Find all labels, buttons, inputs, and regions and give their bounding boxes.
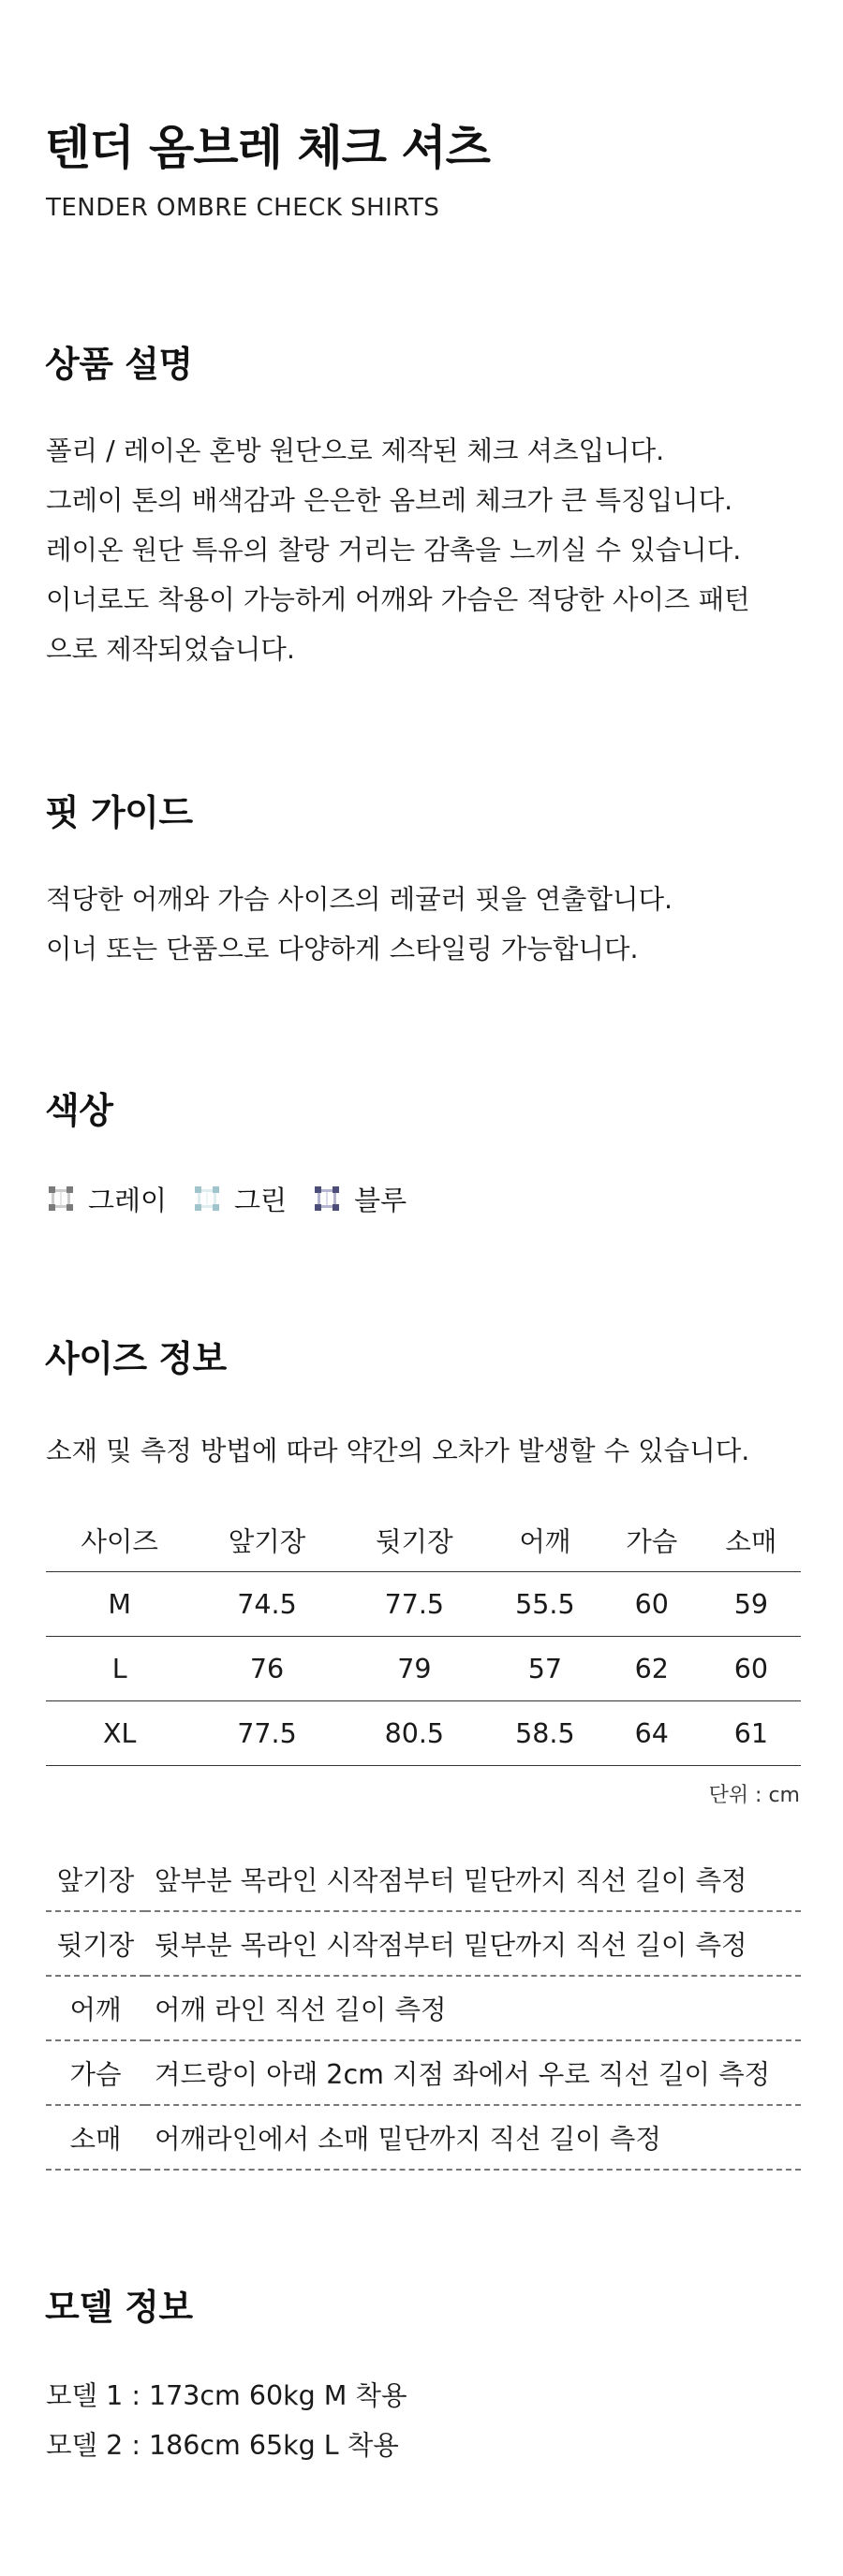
column-header: 사이즈	[46, 1508, 193, 1572]
table-row	[46, 1701, 801, 1766]
color-option-green	[193, 1180, 287, 1218]
size-note: 소재 및 측정 방법에 따라 약간의 오차가 발생할 수 있습니다.	[46, 1435, 750, 1466]
fit-guide-line: 적당한 어깨와 가슴 사이즈의 레귤러 핏을 연출합니다.	[46, 884, 673, 915]
table-cell: 57	[488, 1637, 602, 1701]
table-row	[46, 1637, 801, 1701]
measurement-guide	[46, 1847, 801, 2171]
color-label: 그린	[234, 1184, 288, 1216]
table-cell: 55.5	[488, 1572, 602, 1637]
description-line: 폴리 / 레이온 혼방 원단으로 제작된 체크 셔츠입니다.	[46, 435, 665, 466]
table-cell: 74.5	[193, 1572, 340, 1637]
product-subtitle: TENDER OMBRE CHECK SHIRTS	[46, 194, 440, 222]
measurement-description: 어깨라인에서 소매 밑단까지 직선 길이 측정	[145, 2105, 801, 2170]
color-label: 블루	[354, 1184, 407, 1216]
measurement-row	[46, 1911, 801, 1976]
color-options	[47, 1182, 433, 1215]
table-cell: 77.5	[341, 1572, 488, 1637]
table-cell: 80.5	[341, 1701, 488, 1766]
table-cell: 62	[602, 1637, 702, 1701]
column-header: 앞기장	[193, 1508, 340, 1572]
model-info-line: 모델 1 : 173cm 60kg M 착용	[46, 2380, 407, 2411]
description-line: 그레이 톤의 배색감과 은은한 옴브레 체크가 큰 특징입니다.	[46, 485, 733, 516]
table-cell: XL	[46, 1701, 193, 1766]
table-cell: 77.5	[193, 1701, 340, 1766]
green-check-swatch-icon	[193, 1185, 221, 1213]
measurement-term: 뒷기장	[46, 1911, 145, 1976]
unit-label: 단위 : cm	[708, 1784, 800, 1807]
measurement-term: 어깨	[46, 1976, 145, 2040]
table-cell: M	[46, 1572, 193, 1637]
column-header: 가슴	[602, 1508, 702, 1572]
fit-guide-heading: 핏 가이드	[45, 792, 193, 833]
table-cell: 58.5	[488, 1701, 602, 1766]
description-text	[46, 426, 750, 674]
table-cell: 61	[702, 1701, 801, 1766]
measurement-row	[46, 1847, 801, 1911]
column-header: 어깨	[488, 1508, 602, 1572]
measurement-row	[46, 2105, 801, 2170]
measurement-description: 뒷부분 목라인 시작점부터 밑단까지 직선 길이 측정	[145, 1911, 801, 1976]
color-label: 그레이	[88, 1184, 168, 1216]
column-header: 소매	[702, 1508, 801, 1572]
measurement-term: 앞기장	[46, 1847, 145, 1911]
size-table-header	[46, 1508, 801, 1572]
color-option-gray	[47, 1180, 167, 1218]
measurement-row	[46, 1976, 801, 2040]
description-line: 으로 제작되었습니다.	[46, 634, 295, 665]
size-info-heading: 사이즈 정보	[45, 1338, 227, 1379]
table-cell: 60	[602, 1572, 702, 1637]
fit-guide-line: 이너 또는 단품으로 다양하게 스타일링 가능합니다.	[46, 934, 639, 964]
product-title: 텐더 옴브레 체크 셔츠	[45, 121, 490, 175]
fit-guide-text	[46, 875, 673, 974]
measurement-description: 어깨 라인 직선 길이 측정	[145, 1976, 801, 2040]
description-line: 레이온 원단 특유의 찰랑 거리는 감촉을 느끼실 수 있습니다.	[46, 535, 742, 566]
model-info-heading: 모델 정보	[45, 2287, 193, 2328]
table-cell: L	[46, 1637, 193, 1701]
measurement-description: 앞부분 목라인 시작점부터 밑단까지 직선 길이 측정	[145, 1847, 801, 1911]
measurement-term: 가슴	[46, 2040, 145, 2105]
table-cell: 64	[602, 1701, 702, 1766]
gray-check-swatch-icon	[47, 1185, 75, 1213]
description-line: 이너로도 착용이 가능하게 어깨와 가슴은 적당한 사이즈 패턴	[46, 584, 750, 615]
description-heading: 상품 설명	[45, 344, 193, 385]
table-cell: 59	[702, 1572, 801, 1637]
table-cell: 79	[341, 1637, 488, 1701]
size-table	[46, 1508, 801, 1766]
color-option-blue	[313, 1180, 407, 1218]
measurement-term: 소매	[46, 2105, 145, 2170]
blue-check-swatch-icon	[313, 1185, 341, 1213]
table-row	[46, 1572, 801, 1637]
column-header: 뒷기장	[341, 1508, 488, 1572]
measurement-description: 겨드랑이 아래 2cm 지점 좌에서 우로 직선 길이 측정	[145, 2040, 801, 2105]
color-heading: 색상	[45, 1090, 113, 1131]
table-cell: 76	[193, 1637, 340, 1701]
measurement-row	[46, 2040, 801, 2105]
model-info-line: 모델 2 : 186cm 65kg L 착용	[46, 2430, 399, 2461]
table-cell: 60	[702, 1637, 801, 1701]
